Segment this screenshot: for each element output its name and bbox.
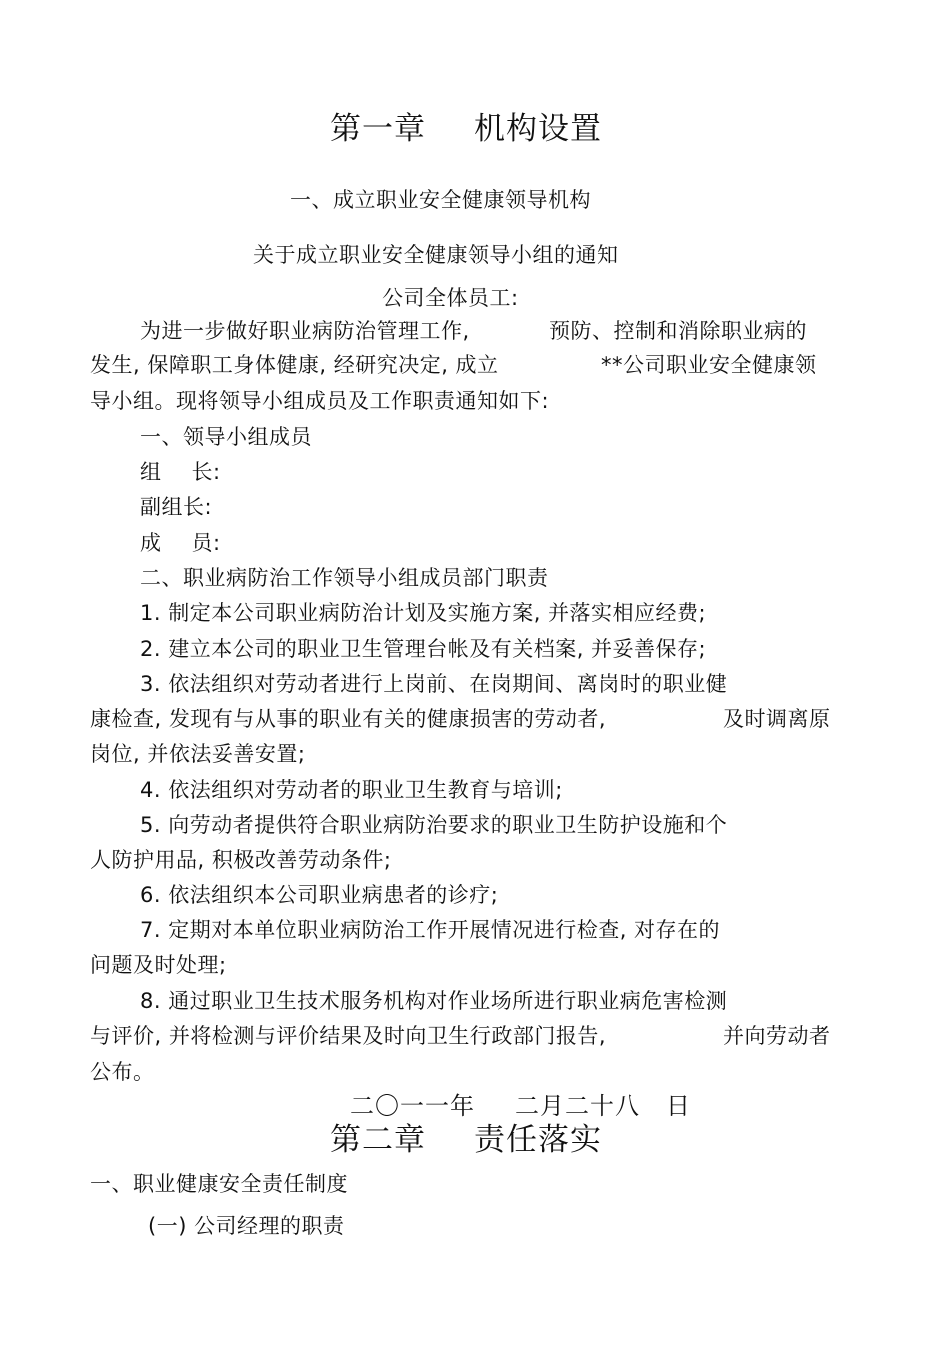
member-row (140, 530, 221, 556)
duty-6: 6. 依法组织本公司职业病患者的诊疗; (140, 883, 499, 907)
intro-line-1b: 预防、控制和消除职业病的 (549, 319, 807, 343)
leader-label-a: 组 (140, 460, 162, 484)
date-year: 二〇一一年 (350, 1092, 475, 1120)
chapter-1-label: 第一章 (330, 111, 426, 147)
duty-3-line-1: 3. 依法组织对劳动者进行上岗前、在岗期间、离岗时的职业健 (140, 672, 728, 696)
duties-heading: 二、职业病防治工作领导小组成员部门职责 (140, 566, 549, 590)
member-label-a: 成 (140, 531, 162, 555)
chapter-1-title (330, 110, 602, 148)
intro-line-3: 导小组。现将领导小组成员及工作职责通知如下: (90, 389, 550, 413)
duty-7-line-1: 7. 定期对本单位职业病防治工作开展情况进行检查, 对存在的 (140, 918, 721, 942)
duty-1: 1. 制定本公司职业病防治计划及实施方案, 并落实相应经费; (140, 601, 707, 625)
notice-title: 关于成立职业安全健康领导小组的通知 (253, 243, 619, 267)
salutation: 公司全体员工: (382, 286, 519, 310)
duty-7-line-2: 问题及时处理; (90, 953, 227, 977)
duty-4: 4. 依法组织对劳动者的职业卫生教育与培训; (140, 778, 563, 802)
intro-line-2b: **公司职业安全健康领 (601, 353, 817, 377)
chapter-2-name: 责任落实 (474, 1122, 602, 1158)
duty-5-line-1: 5. 向劳动者提供符合职业病防治要求的职业卫生防护设施和个 (140, 813, 728, 837)
section-2-heading: 一、职业健康安全责任制度 (90, 1172, 348, 1196)
intro-line-2a: 发生, 保障职工身体健康, 经研究决定, 成立 (90, 353, 499, 377)
notice-date (350, 1091, 691, 1121)
duty-8-line-2a: 与评价, 并将检测与评价结果及时向卫生行政部门报告, (90, 1024, 607, 1048)
duty-3-line-3: 岗位, 并依法妥善安置; (90, 742, 306, 766)
deputy-row: 副组长: (140, 495, 213, 519)
duty-5-line-2: 人防护用品, 积极改善劳动条件; (90, 848, 392, 872)
section-1-heading: 一、成立职业安全健康领导机构 (290, 188, 591, 212)
date-monthday: 二月二十八 (515, 1092, 640, 1120)
intro-line-1a: 为进一步做好职业病防治管理工作, (140, 319, 470, 343)
subsection-heading: (一) 公司经理的职责 (148, 1214, 345, 1238)
duty-8-line-3: 公布。 (90, 1060, 155, 1084)
duty-8-line-2b: 并向劳动者 (723, 1024, 831, 1048)
date-suffix: 日 (666, 1092, 691, 1120)
duty-2: 2. 建立本公司的职业卫生管理台帐及有关档案, 并妥善保存; (140, 637, 707, 661)
duty-3-line-2b: 及时调离原 (723, 707, 831, 731)
member-label-b: 员: (191, 531, 221, 555)
duty-3-line-2a: 康检查, 发现有与从事的职业有关的健康损害的劳动者, (90, 707, 607, 731)
chapter-2-title (330, 1121, 602, 1159)
members-heading: 一、领导小组成员 (140, 425, 312, 449)
chapter-1-name: 机构设置 (474, 111, 602, 147)
leader-label-b: 长: (191, 460, 221, 484)
duty-8-line-1: 8. 通过职业卫生技术服务机构对作业场所进行职业病危害检测 (140, 989, 728, 1013)
leader-row (140, 459, 221, 485)
chapter-2-label: 第二章 (330, 1122, 426, 1158)
